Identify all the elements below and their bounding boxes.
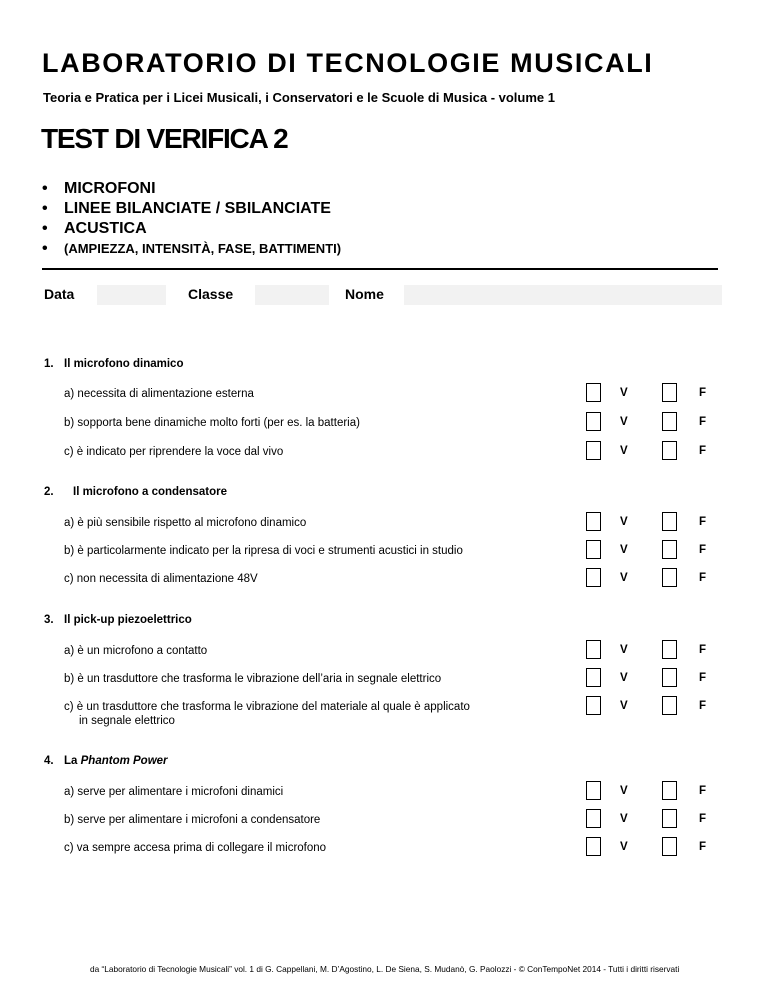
data-field[interactable] xyxy=(97,285,166,305)
false-checkbox[interactable] xyxy=(662,781,677,800)
true-checkbox[interactable] xyxy=(586,837,601,856)
false-label: F xyxy=(699,387,707,399)
question-title xyxy=(44,486,227,498)
false-checkbox[interactable] xyxy=(662,441,677,460)
bullet-icon: • xyxy=(42,220,48,237)
false-label: F xyxy=(699,516,707,528)
document-subtitle: Teoria e Pratica per i Licei Musicali, i Conservatori e le Scuole di Musica - volume 1 xyxy=(43,90,555,105)
question-number: 2. xyxy=(44,486,54,498)
topic-text: ACUSTICA xyxy=(64,220,147,237)
answer-text: b) sopporta bene dinamiche molto forti (per es. la batteria) xyxy=(64,417,360,429)
false-label: F xyxy=(699,572,707,584)
false-checkbox[interactable] xyxy=(662,512,677,531)
topic-item xyxy=(42,200,331,218)
true-label: V xyxy=(620,785,628,797)
answer-text: c) non necessita di alimentazione 48V xyxy=(64,573,258,585)
false-checkbox[interactable] xyxy=(662,809,677,828)
false-checkbox[interactable] xyxy=(662,540,677,559)
topic-item xyxy=(42,220,147,238)
classe-field[interactable] xyxy=(255,285,329,305)
answer-text: a) è più sensibile rispetto al microfono dinamico xyxy=(64,517,307,529)
question-number: 4. xyxy=(44,755,54,767)
question-text-emphasis: Phantom Power xyxy=(80,755,168,767)
true-checkbox[interactable] xyxy=(586,640,601,659)
true-label: V xyxy=(620,572,628,584)
question-text: Il microfono a condensatore xyxy=(73,486,227,498)
true-label: V xyxy=(620,416,628,428)
topic-text: (AMPIEZZA, INTENSITÀ, FASE, BATTIMENTI) xyxy=(64,241,342,256)
true-checkbox[interactable] xyxy=(586,512,601,531)
true-checkbox[interactable] xyxy=(586,568,601,587)
nome-label: Nome xyxy=(345,286,384,302)
answer-row xyxy=(0,809,768,839)
answer-row xyxy=(0,568,768,598)
answer-row xyxy=(0,781,768,811)
true-label: V xyxy=(620,644,628,656)
answer-text: a) necessita di alimentazione esterna xyxy=(64,388,254,400)
false-label: F xyxy=(699,813,707,825)
true-label: V xyxy=(620,516,628,528)
false-checkbox[interactable] xyxy=(662,696,677,715)
bullet-icon: • xyxy=(42,240,48,257)
answer-text: a) è un microfono a contatto xyxy=(64,645,208,657)
false-checkbox[interactable] xyxy=(662,383,677,402)
true-checkbox[interactable] xyxy=(586,668,601,687)
answer-row xyxy=(0,441,768,471)
answer-text: c) è un trasduttore che trasforma le vibrazione del materiale al quale è applicato in segnale elettrico xyxy=(64,701,470,727)
true-checkbox[interactable] xyxy=(586,383,601,402)
true-checkbox[interactable] xyxy=(586,809,601,828)
true-label: V xyxy=(620,445,628,457)
false-checkbox[interactable] xyxy=(662,640,677,659)
bullet-icon: • xyxy=(42,200,48,217)
true-checkbox[interactable] xyxy=(586,540,601,559)
false-label: F xyxy=(699,544,707,556)
false-label: F xyxy=(699,672,707,684)
question-title xyxy=(44,358,183,370)
true-checkbox[interactable] xyxy=(586,412,601,431)
question-title xyxy=(44,755,168,767)
true-checkbox[interactable] xyxy=(586,696,601,715)
answer-row xyxy=(0,540,768,570)
question-title xyxy=(44,614,192,626)
classe-label: Classe xyxy=(188,286,234,302)
false-checkbox[interactable] xyxy=(662,668,677,687)
false-label: F xyxy=(699,445,707,457)
question-number: 3. xyxy=(44,614,54,626)
topic-text: MICROFONI xyxy=(64,180,156,197)
true-label: V xyxy=(620,672,628,684)
false-label: F xyxy=(699,644,707,656)
true-label: V xyxy=(620,841,628,853)
divider xyxy=(42,268,718,270)
bullet-icon: • xyxy=(42,180,48,197)
topic-item xyxy=(42,180,156,198)
false-checkbox[interactable] xyxy=(662,837,677,856)
answer-text: b) è particolarmente indicato per la ripresa di voci e strumenti acustici in studio xyxy=(64,545,463,557)
test-title: TEST DI VERIFICA 2 xyxy=(41,123,288,154)
answer-text: b) serve per alimentare i microfoni a condensatore xyxy=(64,814,321,826)
topic-item xyxy=(42,240,341,258)
answer-text: c) è indicato per riprendere la voce dal vivo xyxy=(64,446,284,458)
question-text: Il microfono dinamico xyxy=(64,358,184,370)
answer-row xyxy=(0,383,768,413)
question-text: Il pick-up piezoelettrico xyxy=(64,614,192,626)
answer-text: b) è un trasduttore che trasforma le vibrazione dell’aria in segnale elettrico xyxy=(64,673,442,685)
nome-field[interactable] xyxy=(404,285,722,305)
false-label: F xyxy=(699,700,707,712)
false-label: F xyxy=(699,416,707,428)
false-label: F xyxy=(699,841,707,853)
false-checkbox[interactable] xyxy=(662,412,677,431)
answer-row xyxy=(0,837,768,867)
answer-row xyxy=(0,696,768,726)
true-label: V xyxy=(620,813,628,825)
footer-credit: da “Laboratorio di Tecnologie Musicali” vol. 1 di G. Cappellani, M. D’Agostino, L. De Siena, S. Mudanò, G. Paolozzi - © ConTempoNet 2014 - Tutti i diritti riservati xyxy=(90,964,680,974)
false-checkbox[interactable] xyxy=(662,568,677,587)
true-checkbox[interactable] xyxy=(586,781,601,800)
answer-text: a) serve per alimentare i microfoni dinamici xyxy=(64,786,284,798)
answer-text: c) va sempre accesa prima di collegare il microfono xyxy=(64,842,327,854)
answer-row xyxy=(0,512,768,542)
answer-row xyxy=(0,668,768,698)
true-checkbox[interactable] xyxy=(586,441,601,460)
data-label: Data xyxy=(44,286,75,302)
topic-text: LINEE BILANCIATE / SBILANCIATE xyxy=(64,200,331,217)
false-label: F xyxy=(699,785,707,797)
question-text: La xyxy=(64,755,81,767)
document-title: LABORATORIO DI TECNOLOGIE MUSICALI xyxy=(42,48,654,78)
true-label: V xyxy=(620,700,628,712)
question-number: 1. xyxy=(44,358,54,370)
true-label: V xyxy=(620,544,628,556)
true-label: V xyxy=(620,387,628,399)
answer-row xyxy=(0,640,768,670)
answer-row xyxy=(0,412,768,442)
